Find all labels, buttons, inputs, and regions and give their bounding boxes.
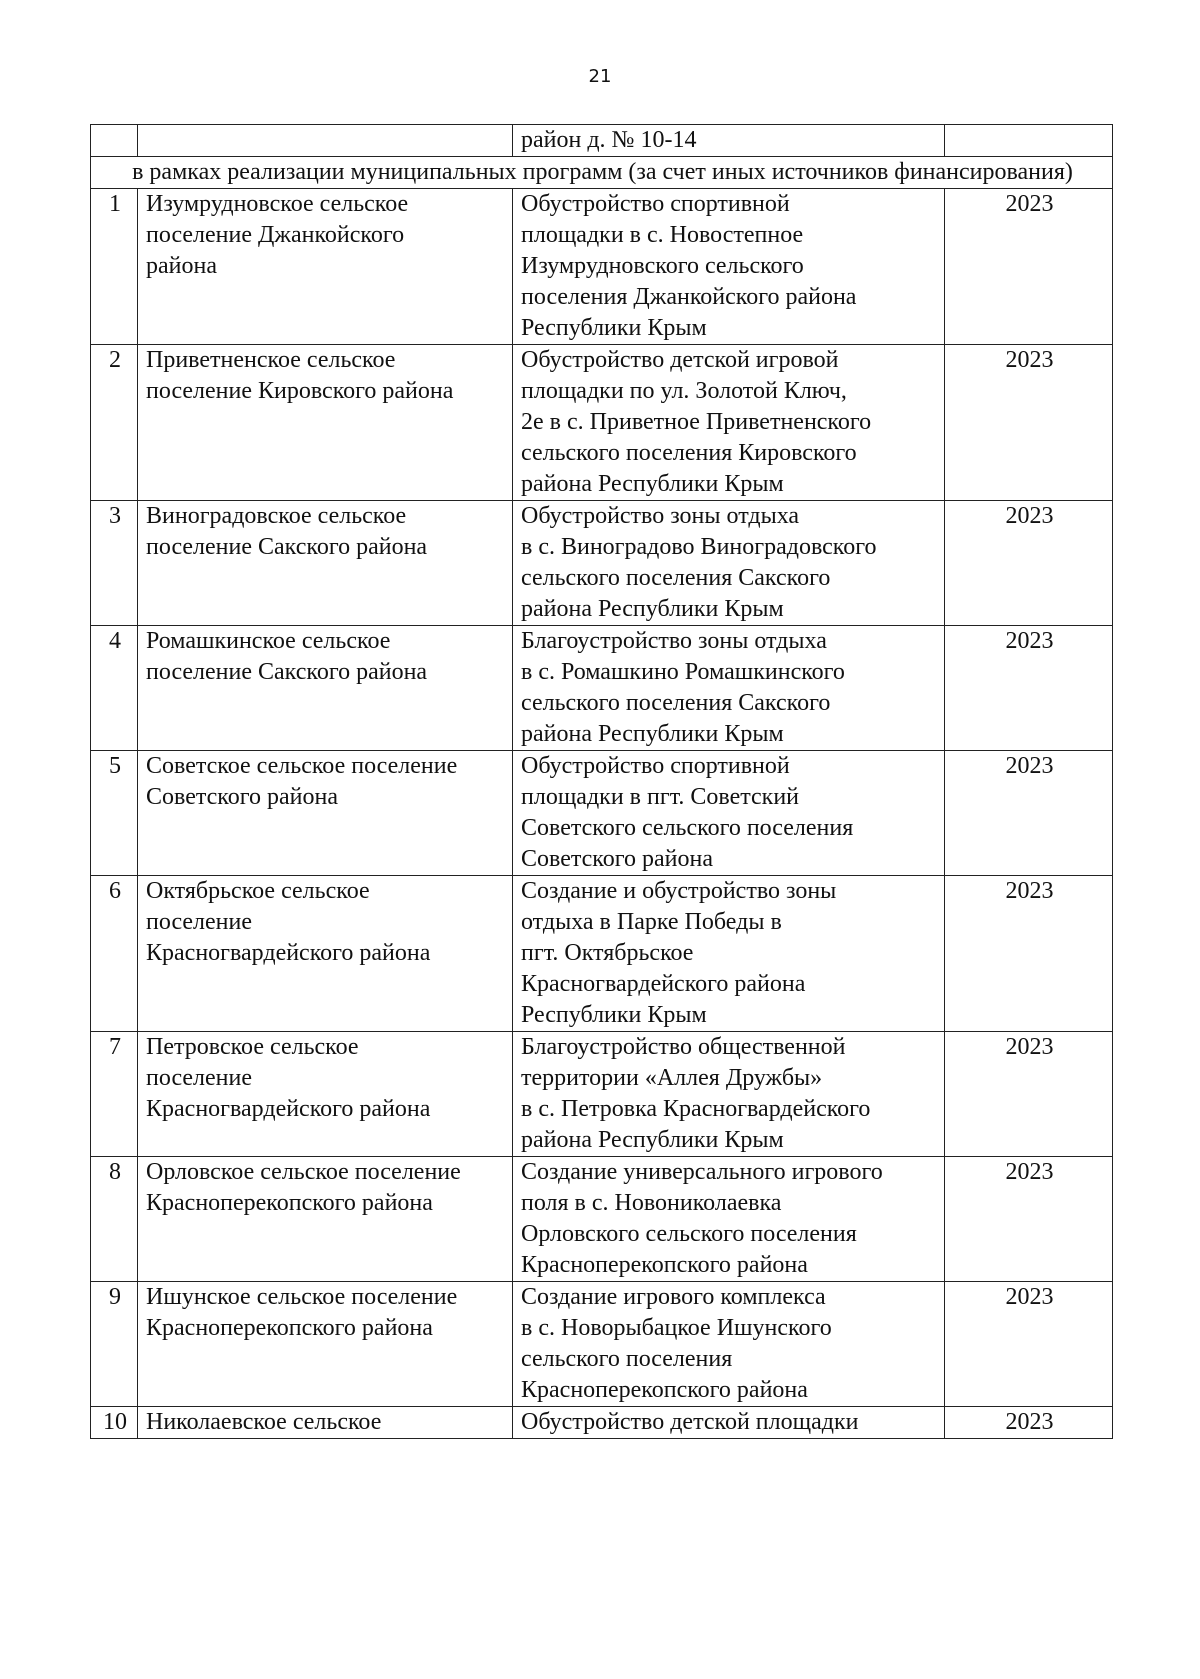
project-description-cell — [513, 1032, 945, 1157]
project-description: Благоустройство общественной территории «Аллея Дружбы» в с. Петровка Красногвардейского района Республики Крым — [521, 1034, 871, 1153]
settlement-name: Орловское сельское поселение Красноперекопского района — [146, 1159, 461, 1216]
project-year-cell — [945, 189, 1113, 345]
project-year-cell — [945, 501, 1113, 626]
project-description: Создание универсального игрового поля в с. Новониколаевка Орловского сельского поселения Красноперекопского района — [521, 1159, 883, 1278]
settlement-name-cell — [138, 1157, 513, 1282]
settlement-name: Ишунское сельское поселение Красноперекопского района — [146, 1284, 458, 1341]
project-year-cell — [945, 345, 1113, 501]
settlement-name-cell — [138, 626, 513, 751]
table-row — [91, 1282, 1113, 1407]
project-description-cell — [513, 626, 945, 751]
project-year: 2023 — [1005, 753, 1054, 779]
row-number: 8 — [109, 1159, 121, 1185]
row-number: 3 — [109, 503, 121, 529]
row-number-cell — [91, 1407, 138, 1439]
settlement-name-cell — [138, 1282, 513, 1407]
row-number-cell — [91, 1282, 138, 1407]
project-description: Создание игрового комплекса в с. Новорыбацкое Ишунского сельского поселения Красноперекопского района — [521, 1284, 832, 1403]
row-number-cell — [91, 189, 138, 345]
project-year: 2023 — [1005, 1034, 1054, 1060]
project-description-cell — [513, 751, 945, 876]
row-number-cell — [91, 626, 138, 751]
table-row — [91, 751, 1113, 876]
project-description: Благоустройство зоны отдыха в с. Ромашкино Ромашкинского сельского поселения Сакского района Республики Крым — [521, 628, 845, 747]
settlement-name-cell — [138, 751, 513, 876]
project-description-cell — [513, 1282, 945, 1407]
project-description-cell — [513, 501, 945, 626]
row-number-cell — [91, 345, 138, 501]
project-description: Создание и обустройство зоны отдыха в Парке Победы в пгт. Октябрьское Красногвардейского района Республики Крым — [521, 878, 837, 1028]
table-row — [91, 501, 1113, 626]
table-row — [91, 626, 1113, 751]
project-year-cell — [945, 751, 1113, 876]
project-description-cell — [513, 1157, 945, 1282]
project-year: 2023 — [1005, 1159, 1054, 1185]
continuation-project-text: район д. № 10-14 — [521, 127, 697, 153]
project-year-cell — [945, 1032, 1113, 1157]
continuation-year-cell — [945, 125, 1113, 157]
settlement-name: Советское сельское поселение Советского района — [146, 753, 458, 810]
table-row — [91, 345, 1113, 501]
row-number: 9 — [109, 1284, 121, 1310]
page-number: 21 — [588, 66, 612, 87]
continuation-num-cell — [91, 125, 138, 157]
section-title-row — [91, 157, 1113, 189]
project-year-cell — [945, 876, 1113, 1032]
project-year: 2023 — [1005, 878, 1054, 904]
settlement-name-cell — [138, 1032, 513, 1157]
row-number-cell — [91, 751, 138, 876]
row-number-cell — [91, 1157, 138, 1282]
settlement-name: Николаевское сельское — [146, 1409, 382, 1435]
table-row — [91, 189, 1113, 345]
project-description-cell — [513, 876, 945, 1032]
project-description: Обустройство детской игровой площадки по ул. Золотой Ключ, 2е в с. Приветное Приветненского сельского поселения Кировского района Республики Крым — [521, 347, 872, 497]
project-year: 2023 — [1005, 1409, 1054, 1435]
row-number-cell — [91, 876, 138, 1032]
project-year-cell — [945, 1157, 1113, 1282]
row-number: 4 — [109, 628, 121, 654]
settlement-name-cell — [138, 501, 513, 626]
section-title: в рамках реализации муниципальных программ (за счет иных источников финансирования) — [91, 157, 1113, 189]
continuation-project-cell — [513, 125, 945, 157]
project-description-cell — [513, 1407, 945, 1439]
project-description: Обустройство детской площадки — [521, 1409, 859, 1435]
continuation-settlement-cell — [138, 125, 513, 157]
table-row — [91, 1407, 1113, 1439]
settlement-name: Приветненское сельское поселение Кировского района — [146, 347, 454, 404]
project-year: 2023 — [1005, 347, 1054, 373]
row-number: 6 — [109, 878, 121, 904]
settlement-name: Петровское сельское поселение Красногвардейского района — [146, 1034, 431, 1122]
project-description-cell — [513, 189, 945, 345]
row-number: 2 — [109, 347, 121, 373]
project-year: 2023 — [1005, 503, 1054, 529]
project-year-cell — [945, 1282, 1113, 1407]
row-number: 10 — [103, 1409, 127, 1435]
settlement-name-cell — [138, 1407, 513, 1439]
project-year: 2023 — [1005, 628, 1054, 654]
project-description-cell — [513, 345, 945, 501]
row-number: 5 — [109, 753, 121, 779]
row-number: 1 — [109, 191, 121, 217]
table-row — [91, 876, 1113, 1032]
settlement-name-cell — [138, 345, 513, 501]
settlement-name-cell — [138, 876, 513, 1032]
settlement-name: Виноградовское сельское поселение Сакского района — [146, 503, 428, 560]
settlement-name: Октябрьское сельское поселение Красногвардейского района — [146, 878, 431, 966]
project-year: 2023 — [1005, 191, 1054, 217]
settlement-name: Изумрудновское сельское поселение Джанкойского района — [146, 191, 409, 279]
row-number-cell — [91, 1032, 138, 1157]
table-row — [91, 1157, 1113, 1282]
row-number: 7 — [109, 1034, 121, 1060]
settlement-name: Ромашкинское сельское поселение Сакского района — [146, 628, 428, 685]
project-year-cell — [945, 1407, 1113, 1439]
row-number-cell — [91, 501, 138, 626]
project-year: 2023 — [1005, 1284, 1054, 1310]
project-year-cell — [945, 626, 1113, 751]
project-description: Обустройство спортивной площадки в с. Новостепное Изумрудновского сельского поселения Джанкойского района Республики Крым — [521, 191, 857, 341]
project-description: Обустройство спортивной площадки в пгт. Советский Советского сельского поселения Советского района — [521, 753, 854, 872]
continuation-row — [91, 125, 1113, 157]
projects-table — [90, 124, 1113, 1439]
table-row — [91, 1032, 1113, 1157]
project-description: Обустройство зоны отдыха в с. Виноградово Виноградовского сельского поселения Сакского района Республики Крым — [521, 503, 877, 622]
settlement-name-cell — [138, 189, 513, 345]
